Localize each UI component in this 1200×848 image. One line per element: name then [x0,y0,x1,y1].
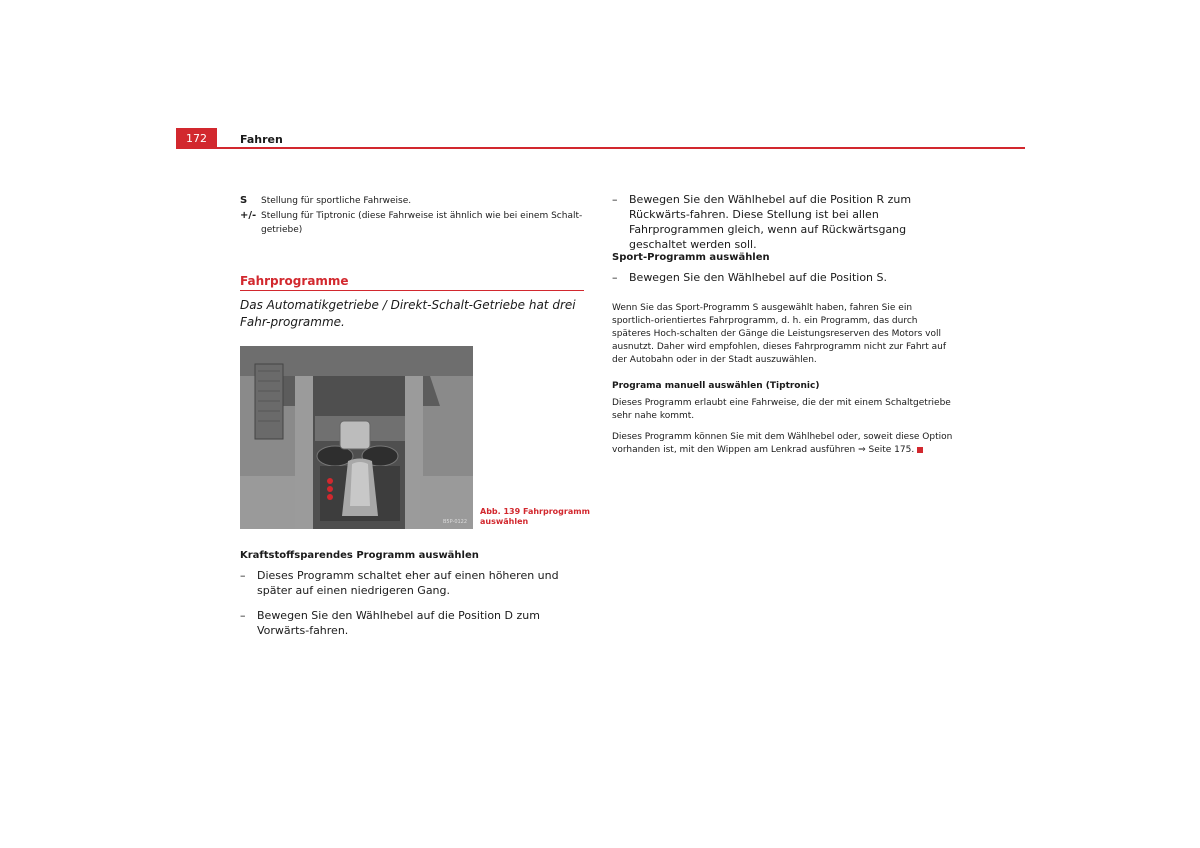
header-rule [176,147,1025,149]
sport-program-heading: Sport-Programm auswählen [612,252,770,263]
legend-key: +/- [240,210,257,221]
list-item-text: Dieses Programm schaltet eher auf einen höheren und später auf einen niedrigeren Gang. [257,569,559,597]
chapter-title: Fahren [240,133,283,146]
figure-number: Abb. 139 [480,507,521,516]
section-rule [240,290,584,291]
manual-paragraph-2-wrap [612,431,957,457]
figure-caption-text: Fahrprogramm auswählen [480,507,590,526]
list-item [612,270,957,285]
manual-paragraph-1: Dieses Programm erlaubt eine Fahrweise, die der mit einem Schaltgetriebe sehr nahe kommt. [612,398,951,421]
manual-paragraph-2: Dieses Programm können Sie mit dem Wählhebel oder, soweit diese Option vorhanden ist, mit den Wippen am Lenkrad ausführen ⇒ Seite 175. [612,432,953,455]
section-end-marker-icon [917,447,923,453]
page-number: 172 [176,128,217,149]
figure-caption [480,507,590,527]
list-item-text: Bewegen Sie den Wählhebel auf die Position R zum Rückwärts-fahren. Diese Stellung ist bei allen Fahrprogrammen gleich, wenn auf Rückwärtsgang geschaltet werden soll. [629,193,912,251]
list-item [240,608,585,638]
gear-selector-illustration [240,346,473,529]
dash-bullet: – [240,569,246,582]
dash-bullet: – [612,271,618,284]
dash-bullet: – [240,609,246,622]
legend-item [240,209,585,239]
manual-program-heading: Programa manuell auswählen (Tiptronic) [612,381,820,391]
sport-paragraph: Wenn Sie das Sport-Programm S ausgewählt haben, fahren Sie ein sportlich-orientiertes Fahrprogramm, d. h. ein Programm, das durch späteres Hoch-schalten der Gänge die Leistungsreserven des Motors voll ausnutzt. Daher wird empfohlen, dieses Fahrprogramm nicht zur Fahrt auf der Autobahn oder in der Stadt auszuwählen. [612,303,947,365]
legend-key: S [240,195,248,206]
list-item [240,568,585,598]
legend-text: Stellung für sportliche Fahrweise. [261,196,412,206]
gear-selector-image [240,346,473,529]
section-intro: Das Automatikgetriebe / Direkt-Schalt-Getriebe hat drei Fahr-programme. [240,298,576,329]
figure-code: B5P-0122 [443,519,468,525]
legend-text: Stellung für Tiptronic (diese Fahrweise ist ähnlich wie bei einem Schalt-getriebe) [261,211,583,235]
list-item-text: Bewegen Sie den Wählhebel auf die Position S. [629,271,887,284]
list-item-text: Bewegen Sie den Wählhebel auf die Position D zum Vorwärts-fahren. [257,609,540,637]
eco-program-heading: Kraftstoffsparendes Programm auswählen [240,550,479,561]
list-item [612,192,957,252]
dash-bullet: – [612,193,618,206]
section-title: Fahrprogramme [240,274,349,288]
